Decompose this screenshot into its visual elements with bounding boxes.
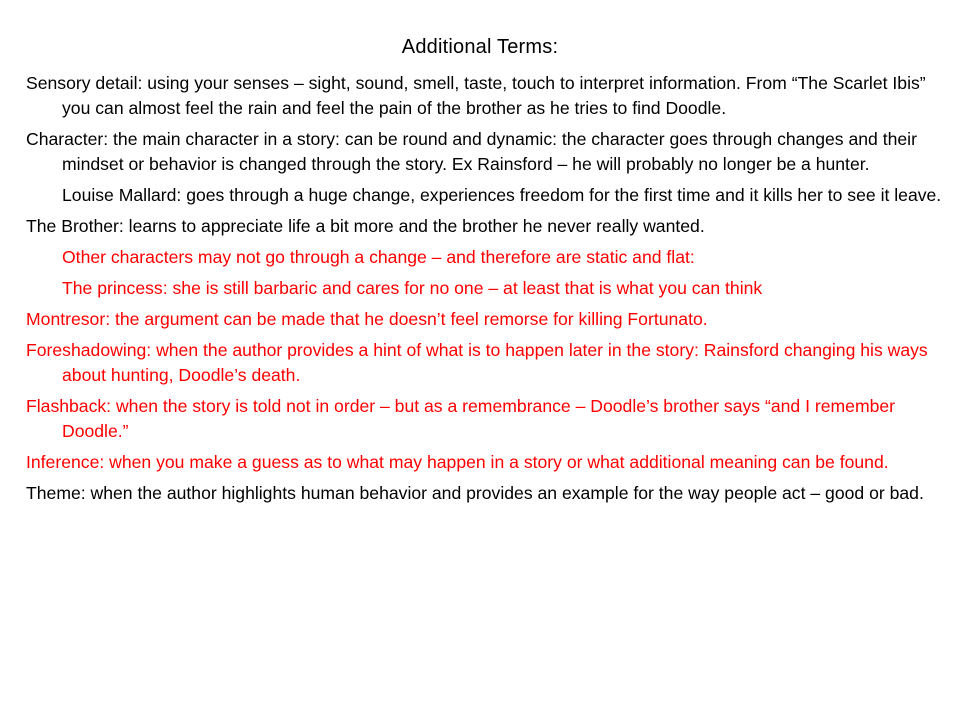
note-static-characters: Other characters may not go through a change – and therefore are static and flat: (62, 247, 695, 267)
slide-title: Additional Terms: (401, 36, 559, 58)
example-louise-mallard: Louise Mallard: goes through a huge change, experiences freedom for the first time and it kills her to see it leave. (62, 185, 942, 205)
example-montresor: Montresor: the argument can be made that he doesn’t feel remorse for killing Fortunato. (26, 309, 708, 329)
term-foreshadowing: Foreshadowing: when the author provides a hint of what is to happen later in the story: Rainsford changing his ways about hunting, Doodle’s death. (26, 340, 928, 385)
term-flashback: Flashback: when the story is told not in order – but as a remembrance – Doodle’s brother says “and I remember Doodle.” (26, 396, 896, 441)
example-the-princess: The princess: she is still barbaric and cares for no one – at least that is what you can think (62, 278, 763, 298)
term-sensory-detail: Sensory detail: using your senses – sight, sound, smell, taste, touch to interpret information. From “The Scarlet Ibis” you can almost feel the rain and feel the pain of the brother as he tries to find Doodle. (26, 73, 926, 118)
term-character: Character: the main character in a story: can be round and dynamic: the character goes through changes and their mindset or behavior is changed through the story. Ex Rainsford – he will probably no longer be a hunter. (26, 129, 917, 174)
slide-body (26, 71, 952, 512)
term-inference: Inference: when you make a guess as to what may happen in a story or what additional meaning can be found. (26, 452, 889, 472)
term-theme: Theme: when the author highlights human behavior and provides an example for the way people act – good or bad. (26, 483, 924, 503)
example-the-brother: The Brother: learns to appreciate life a bit more and the brother he never really wanted. (26, 216, 705, 236)
